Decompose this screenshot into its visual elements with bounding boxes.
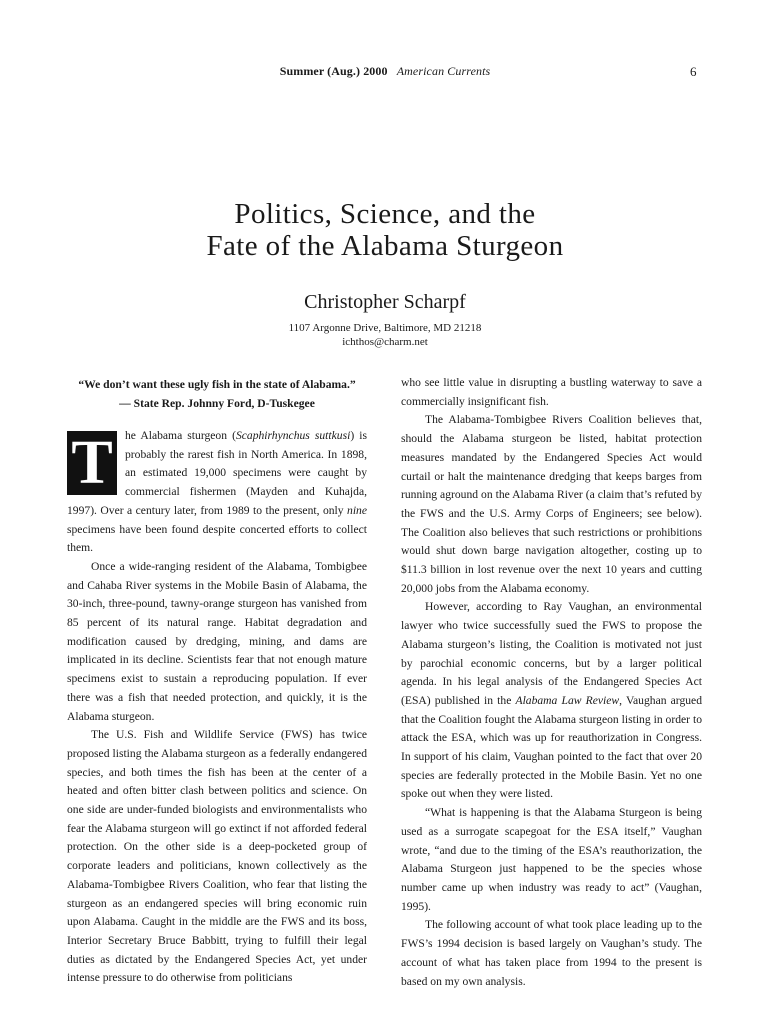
- author-contact: [0, 321, 770, 349]
- drop-cap: T: [67, 431, 117, 495]
- journal-citation: Alabama Law Review: [515, 693, 620, 707]
- epigraph-quote: “We don’t want these ugly fish in the state of Alabama.”: [78, 378, 356, 391]
- paragraph-8: The following account of what took place leading up to the FWS’s 1994 decision is based largely on Vaughan’s study. The account of what has taken place from 1994 to the present is based on my own analysis.: [401, 918, 702, 988]
- paragraph-1-text-a: he Alabama sturgeon (: [125, 429, 236, 442]
- paragraph-2: Once a wide-ranging resident of the Alabama, Tombigbee and Cahaba River systems in the Mobile Basin of Alabama, the 30-inch, three-pound, tawny-orange sturgeon has vanished from 85 percent of its natural range. Habitat degradation and modification caused by dredging, mining, and dams are implicated in its decline. Scientists fear that not enough mature specimens exist to sustain a reproducing population. If ever there was a fish that needed protection, and quickly, it is the Alabama sturgeon.: [67, 559, 367, 723]
- epigraph: [67, 375, 367, 413]
- title-line-1: Politics, Science, and the: [234, 198, 536, 230]
- title-line-2: Fate of the Alabama Sturgeon: [206, 230, 564, 262]
- journal-name: American Currents: [396, 64, 491, 78]
- running-head: [0, 64, 770, 79]
- author-name: Christopher Scharpf: [304, 291, 466, 313]
- article-title: [0, 198, 770, 262]
- paragraph-6-text-a: However, according to Ray Vaughan, an environmental lawyer who twice successfully sued the FWS to propose the Alabama sturgeon’s listing, the Coalition is motivated not just by parochial economic concerns, but by a larger political agenda. In his legal analysis of the Endangered Species Act (ESA) published in the: [401, 600, 702, 707]
- species-name: Scaphirhynchus suttkusi: [235, 429, 351, 442]
- left-column: [67, 375, 367, 988]
- author-address: 1107 Argonne Drive, Baltimore, MD 21218: [288, 322, 482, 334]
- paragraph-5: The Alabama-Tombigbee Rivers Coalition believes that, should the Alabama sturgeon be listed, habitat protection measures mandated by the Endangered Species Act would curtail or halt the maintenance dredging that keeps barges from running aground on the Alabama River (a claim that’s refuted by the FWS and the U.S. Army Corps of Engineers; see below). The Coalition also believes that such restrictions or prohibitions would shut down barge navigation altogether, costing up to $11.3 billion in lost revenue over the next 10 years and cutting 20,000 jobs from the Alabama economy.: [401, 413, 702, 595]
- paragraph-1-text-c: specimens have been found despite concerted efforts to collect them.: [67, 522, 367, 555]
- paragraph-3: The U.S. Fish and Wildlife Service (FWS) has twice proposed listing the Alabama sturgeon as a federally endangered species, and both times the fish has been at the center of a heated and often bitter clash between politics and science. On one side are under-funded biologists and environmentalists who fear the Alabama sturgeon will go extinct if not afforded federal protection. On the other side is a deep-pocketed group of corporate leaders and politicians, known collectively as the Alabama-Tombigbee Rivers Coalition, who fear that listing the sturgeon as an endangered species will bring economic ruin upon Alabama. Caught in the middle are the FWS and its boss, Interior Secretary Bruce Babbitt, trying to fulfill their legal duties as dictated by the Endangered Species Act, yet under intense pressure to do otherwise from politicians: [67, 728, 367, 985]
- paragraph-1: [67, 427, 367, 558]
- epigraph-attribution: — State Rep. Johnny Ford, D-Tuskegee: [119, 397, 315, 410]
- paragraph-6-text-b: , Vaughan argued that the Coalition fought the Alabama sturgeon listing in order to attack the ESA, which was up for reauthorization in Congress. In support of his claim, Vaughan pointed to the fact that over 20 species are federally protected in the Mobile Basin. Yet no one spoke out when they were listed.: [401, 693, 702, 801]
- author-email: ichthos@charm.net: [342, 336, 428, 348]
- paragraph-4: who see little value in disrupting a bustling waterway to save a commercially insignificant fish.: [401, 376, 702, 408]
- page-number: 6: [690, 64, 697, 79]
- emphasis-nine: nine: [347, 503, 367, 517]
- paragraph-6: [401, 598, 702, 804]
- right-column: [401, 374, 702, 991]
- paragraph-1-text-b: ) is probably the rarest fish in North America. In 1898, an estimated 19,000 specimens were caught by commercial fishermen (Mayden and Kuhajda, 1997). Over a century later, from 1989 to the present, only: [67, 429, 367, 517]
- issue-date: Summer (Aug.) 2000: [279, 64, 388, 78]
- paragraph-7: “What is happening is that the Alabama Sturgeon is being used as a surrogate scapegoat for the ESA itself,” Vaughan wrote, “and due to the timing of the ESA’s reauthorization, the Alabama Sturgeon just happened to be the species whose number came up when industry was ready to act” (Vaughan, 1995).: [401, 806, 702, 913]
